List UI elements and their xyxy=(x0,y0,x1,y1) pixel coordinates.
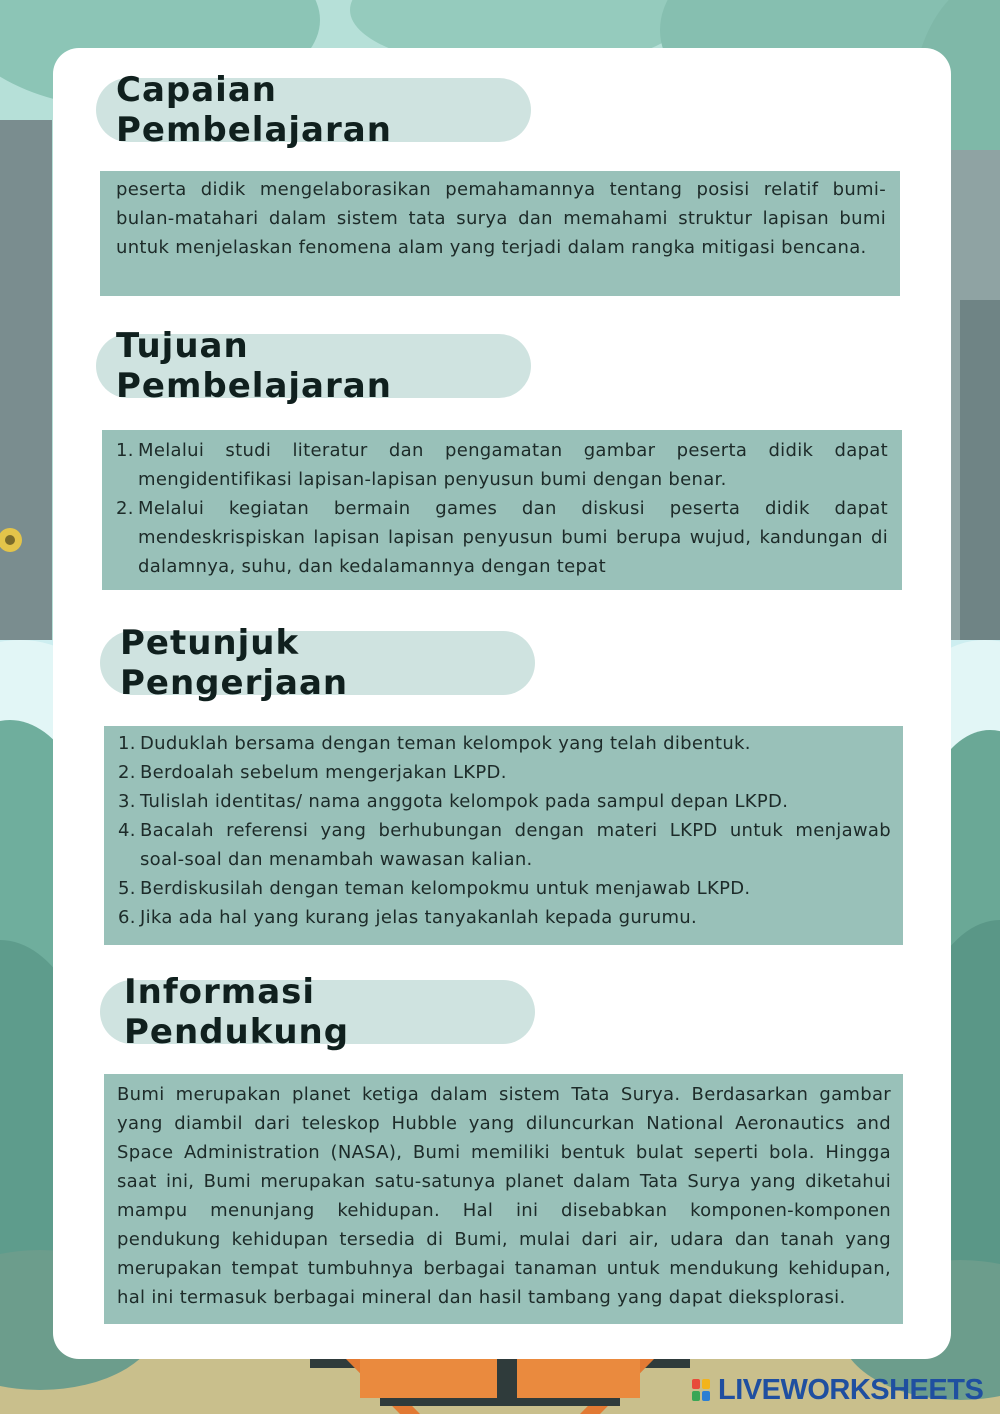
list-item-text: Duduklah bersama dengan teman kelompok yang telah dibentuk. xyxy=(140,733,751,754)
list-item-number: 3. xyxy=(118,791,136,812)
list-item-text: Melalui studi literatur dan pengamatan gambar peserta didik dapat mengidentifikasi lapisan-lapisan penyusun bumi dengan benar. xyxy=(138,440,888,490)
list-item xyxy=(118,816,891,874)
informasi-heading: Informasi Pendukung xyxy=(100,980,535,1044)
tujuan-list-box xyxy=(102,430,902,590)
petunjuk-list-box xyxy=(104,726,903,945)
capaian-text: peserta didik mengelaborasikan pemahamannya tentang posisi relatif bumi-bulan-matahari dalam sistem tata surya dan memahami struktur lapisan bumi untuk menjelaskan fenomena alam yang terjadi dalam rangka mitigasi bencana. xyxy=(116,179,886,258)
list-item-text: Berdoalah sebelum mengerjakan LKPD. xyxy=(140,762,507,783)
list-item-number: 4. xyxy=(118,820,136,841)
liveworksheets-logo[interactable] xyxy=(692,1374,983,1406)
list-item xyxy=(118,874,891,903)
list-item-number: 1. xyxy=(116,440,134,461)
list-item-text: Berdiskusilah dengan teman kelompokmu untuk menjawab LKPD. xyxy=(140,878,751,899)
tujuan-heading: Tujuan Pembelajaran xyxy=(96,334,531,398)
tujuan-list xyxy=(116,436,888,581)
list-item-number: 1. xyxy=(118,733,136,754)
list-item-text: Jika ada hal yang kurang jelas tanyakanlah kepada gurumu. xyxy=(140,907,698,928)
petunjuk-list xyxy=(118,729,891,932)
informasi-text: Bumi merupakan planet ketiga dalam sistem Tata Surya. Berdasarkan gambar yang diambil dari teleskop Hubble yang diluncurkan National Aeronautics and Space Administration (NASA), Bumi memiliki bentuk bulat seperti bola. Hingga saat ini, Bumi merupakan satu-satunya planet dalam Tata Surya yang diketahui mampu menunjang kehidupan. Hal ini disebabkan komponen-komponen pendukung kehidupan tersedia di Bumi, mulai dari air, udara dan tanah yang merupakan tempat tumbuhnya berbagai tanaman untuk mendukung kehidupan, hal ini termasuk berbagai mineral dan hasil tambang yang dapat dieksplorasi. xyxy=(117,1084,891,1308)
list-item xyxy=(118,787,891,816)
list-item xyxy=(118,903,891,932)
petunjuk-heading: Petunjuk Pengerjaan xyxy=(100,631,535,695)
list-item-number: 5. xyxy=(118,878,136,899)
list-item xyxy=(118,729,891,758)
liveworksheets-logo-icon xyxy=(692,1377,714,1403)
list-item-text: Melalui kegiatan bermain games dan diskusi peserta didik dapat mendeskrispiskan lapisan lapisan penyusun bumi berupa wujud, kandungan di dalamnya, suhu, dan kedalamannya dengan tepat xyxy=(138,498,888,577)
list-item-number: 2. xyxy=(116,498,134,519)
list-item xyxy=(116,494,888,581)
capaian-text-box xyxy=(100,171,900,296)
list-item-text: Bacalah referensi yang berhubungan dengan materi LKPD untuk menjawab soal-soal dan menambah wawasan kalian. xyxy=(140,820,891,870)
list-item xyxy=(116,436,888,494)
informasi-text-box xyxy=(104,1074,903,1324)
capaian-heading: Capaian Pembelajaran xyxy=(96,78,531,142)
liveworksheets-logo-text: LIVEWORKSHEETS xyxy=(718,1373,984,1406)
list-item-text: Tulislah identitas/ nama anggota kelompok pada sampul depan LKPD. xyxy=(140,791,789,812)
list-item-number: 2. xyxy=(118,762,136,783)
list-item xyxy=(118,758,891,787)
list-item-number: 6. xyxy=(118,907,136,928)
